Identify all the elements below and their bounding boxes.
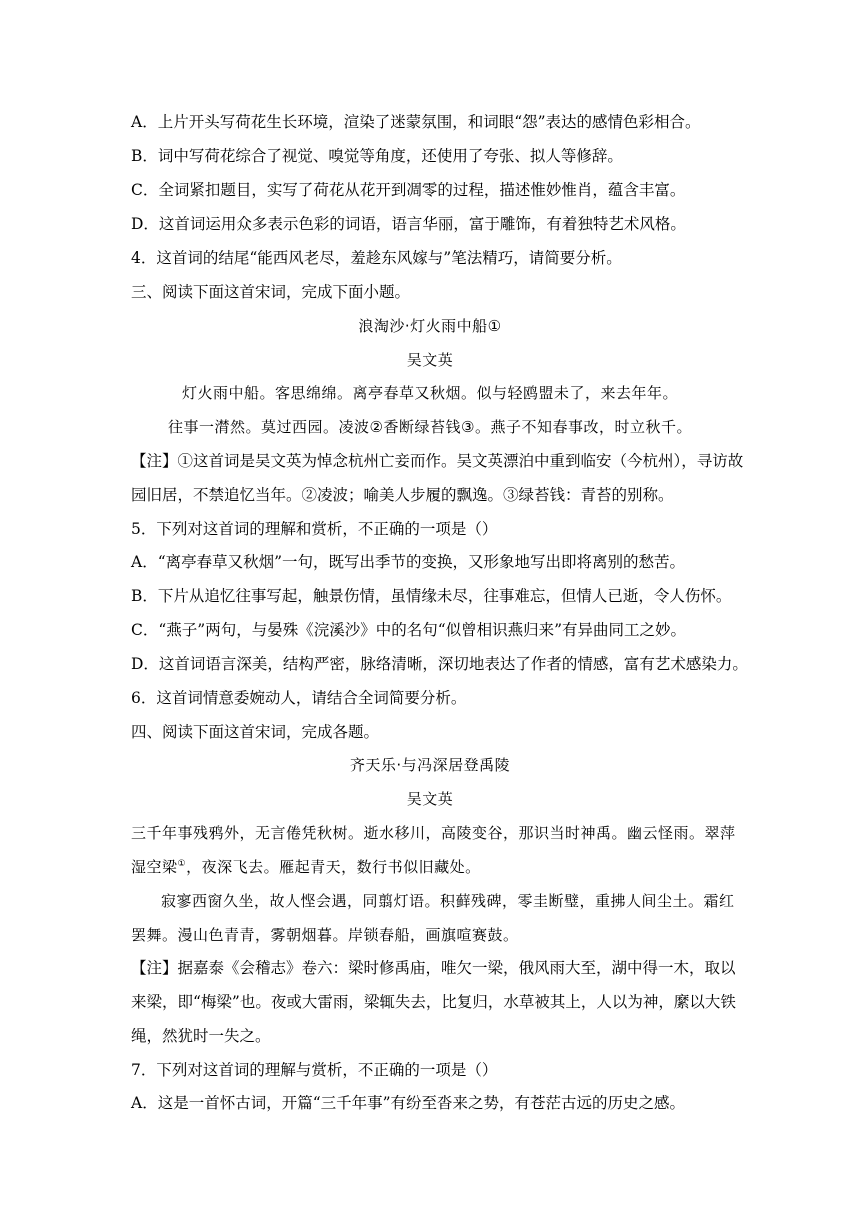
q5-option-d: D．这首词语言深美，结构严密，脉络清晰，深切地表达了作者的情感，富有艺术感染力。 (131, 655, 748, 673)
question-7: 7．下列对这首词的理解与赏析，不正确的一项是（） (131, 1061, 498, 1079)
poem-2-lower-line-2: 罢舞。漫山色青青，雾朝烟暮。岸锁春船，画旗喧赛鼓。 (131, 926, 519, 944)
q3-option-d: D．这首词运用众多表示色彩的词语，语言华丽，富于雕饰，有着独特艺术风格。 (131, 215, 686, 233)
poem-2-upper-line-2-start: 湿空梁 (131, 858, 178, 876)
q3-option-c: C．全词紧扣题目，实写了荷花从花开到凋零的过程，描述惟妙惟肖，蕴含丰富。 (131, 181, 686, 199)
q3-option-a: A．上片开头写荷花生长环境，渲染了迷蒙氛围，和词眼“怨”表达的感情色彩相合。 (131, 113, 701, 131)
q7-option-a: A．这是一首怀古词，开篇“三千年事”有纷至沓来之势，有苍茫古远的历史之感。 (131, 1094, 686, 1112)
section-4-heading: 四、阅读下面这首宋词，完成各题。 (131, 723, 380, 741)
poem-2-note-line-2: 来梁，即“梅梁”也。夜或大雷雨，梁辄失去，比复归，水草被其上，人以为神，縻以大铁 (131, 993, 736, 1011)
poem-1-note-line-1: 【注】①这首词是吴文英为悼念杭州亡妾而作。吴文英漂泊中重到临安（今杭州），寻访故 (131, 452, 744, 470)
poem-1-title: 浪淘沙·灯火雨中船① (358, 317, 502, 335)
poem-1-stanza-2: 往事一潸然。莫过西园。凌波②香断绿苔钱③。燕子不知春事改，时立秋千。 (168, 418, 692, 436)
section-3-heading: 三、阅读下面这首宋词，完成下面小题。 (131, 283, 411, 301)
poem-2-upper-line-2 (131, 857, 731, 877)
question-5: 5．下列对这首词的理解和赏析，不正确的一项是（） (131, 520, 498, 538)
poem-2-upper-line-1: 三千年事残鸦外，无言倦凭秋树。逝水移川，高陵变谷，那识当时神禹。幽云怪雨。翠萍 (131, 824, 736, 842)
question-4: 4．这首词的结尾“能西风老尽，羞趁东风嫁与”笔法精巧，请简要分析。 (131, 249, 622, 267)
q3-option-b: B．词中写荷花综合了视觉、嗅觉等角度，还使用了夸张、拟人等修辞。 (131, 147, 623, 165)
poem-2-note-line-1: 【注】据嘉泰《会稽志》卷六：梁时修禹庙，唯欠一梁，俄风雨大至，湖中得一木，取以 (131, 959, 736, 977)
q5-option-a: A．“离亭春草又秋烟”一句，既写出季节的变换，又形象地写出即将离别的愁苦。 (131, 553, 686, 571)
poem-2-upper-line-2-end: ，夜深飞去。雁起青天，数行书似旧藏处。 (186, 858, 481, 876)
poem-2-lower-line-1: 寂寥西窗久坐，故人悭会遇，同翦灯语。积藓残碑，零圭断璧，重拂人间尘土。霜红 (161, 892, 735, 910)
q5-option-c: C．“燕子”两句，与晏殊《浣溪沙》中的名句“似曾相识燕归来”有异曲同工之妙。 (131, 621, 687, 639)
footnote-marker: ① (177, 859, 187, 869)
q5-option-b: B．下片从追忆往事写起，触景伤情，虽情缘未尽，往事难忘，但情人已逝，令人伤怀。 (131, 587, 732, 605)
poem-1-stanza-1: 灯火雨中船。客思绵绵。离亭春草又秋烟。似与轻鸥盟未了，来去年年。 (181, 384, 678, 402)
poem-1-note-line-2: 园旧居，不禁追忆当年。②凌波；喻美人步履的飘逸。③绿苔钱：青苔的别称。 (131, 486, 674, 504)
question-6: 6．这首词情意委婉动人，请结合全词简要分析。 (131, 689, 467, 707)
poem-2-note-line-3: 绳，然犹时一失之。 (131, 1027, 271, 1045)
poem-1-author: 吴文英 (406, 351, 454, 369)
poem-2-title: 齐天乐·与冯深居登禹陵 (349, 756, 511, 774)
poem-2-author: 吴文英 (406, 790, 454, 808)
